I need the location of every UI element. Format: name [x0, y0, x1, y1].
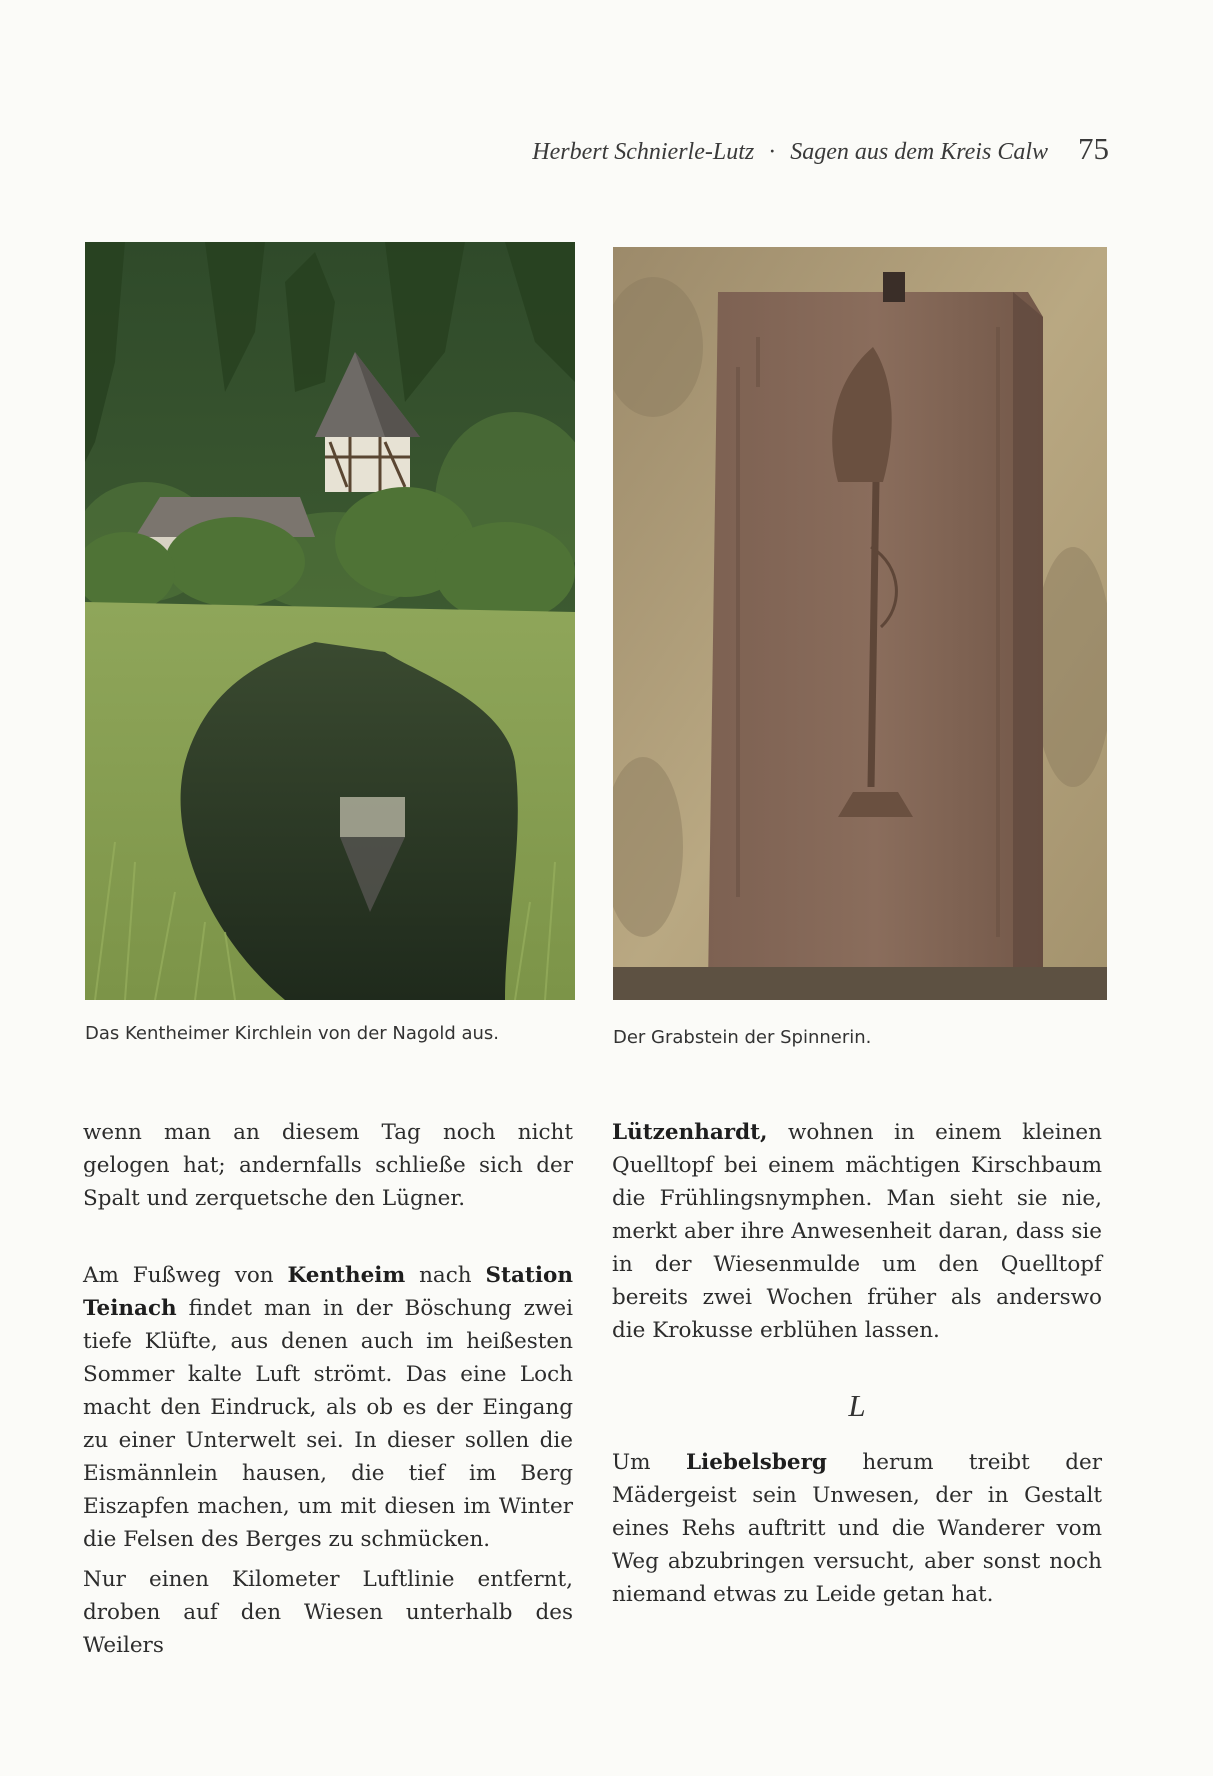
right-text-column — [612, 1116, 1102, 1611]
church-photo — [85, 242, 575, 1000]
gravestone-photo — [613, 247, 1107, 1000]
text-span: herum treibt der Mädergeist sein Unwesen, der in Gestalt eines Rehs auftritt und die Wanderer vom Weg abzubringen versucht, aber sonst noch niemand etwas zu Leide getan hat. — [612, 1450, 1102, 1607]
text-span: Um — [612, 1450, 686, 1475]
section-letter: L — [848, 1388, 866, 1423]
text-span: nach — [405, 1263, 486, 1288]
gravestone-photo-image — [613, 247, 1107, 1000]
left-text-column — [83, 1116, 573, 1662]
header-author: Herbert Schnierle-Lutz — [532, 139, 755, 165]
header-book-title: Sagen aus dem Kreis Calw — [790, 139, 1048, 165]
paragraph — [612, 1116, 1102, 1347]
paragraph: wenn man an diesem Tag noch nicht gelogen hat; andernfalls schließe sich der Spalt und zerquetsche den Lügner. — [83, 1120, 573, 1211]
paragraph — [612, 1446, 1102, 1611]
caption-church: Das Kentheimer Kirchlein von der Nagold aus. — [85, 1023, 500, 1044]
place-name: Station Teinach — [83, 1263, 573, 1321]
place-name: Kentheim — [287, 1263, 406, 1288]
paragraph: Nur einen Kilometer Luftlinie entfernt, droben auf den Wiesen unterhalb des Weilers — [83, 1567, 573, 1658]
place-name: Liebelsberg — [685, 1450, 827, 1475]
caption-gravestone: Der Grabstein der Spinnerin. — [613, 1027, 872, 1048]
running-header — [532, 131, 1109, 167]
church-photo-image — [85, 242, 575, 1000]
page-number: 75 — [1078, 131, 1109, 166]
text-span: Am Fußweg von — [83, 1263, 288, 1288]
text-span: wohnen in einem kleinen Quelltopf bei einem mächtigen Kirschbaum die Frühlingsnymphen. Man sieht sie nie, merkt aber ihre Anwesenheit daran, dass sie in der Wiesenmulde um den Quelltopf bereits zwei Wochen früher als anderswo die Krokusse erblühen lassen. — [612, 1120, 1102, 1343]
text-span: findet man in der Böschung zwei tiefe Klüfte, aus denen auch im heißesten Sommer kalte Luft strömt. Das eine Loch macht den Eindruck, als ob es der Eingang zu einer Unterwelt sei. In dieser sollen die Eismännlein hausen, die tief im Berg Eiszapfen machen, um mit diesen im Winter die Felsen des Berges zu schmücken. — [83, 1296, 573, 1552]
place-name: Lützenhardt, — [612, 1120, 768, 1145]
header-separator: · — [768, 139, 777, 165]
running-title — [532, 139, 1048, 166]
paragraph — [83, 1259, 573, 1556]
